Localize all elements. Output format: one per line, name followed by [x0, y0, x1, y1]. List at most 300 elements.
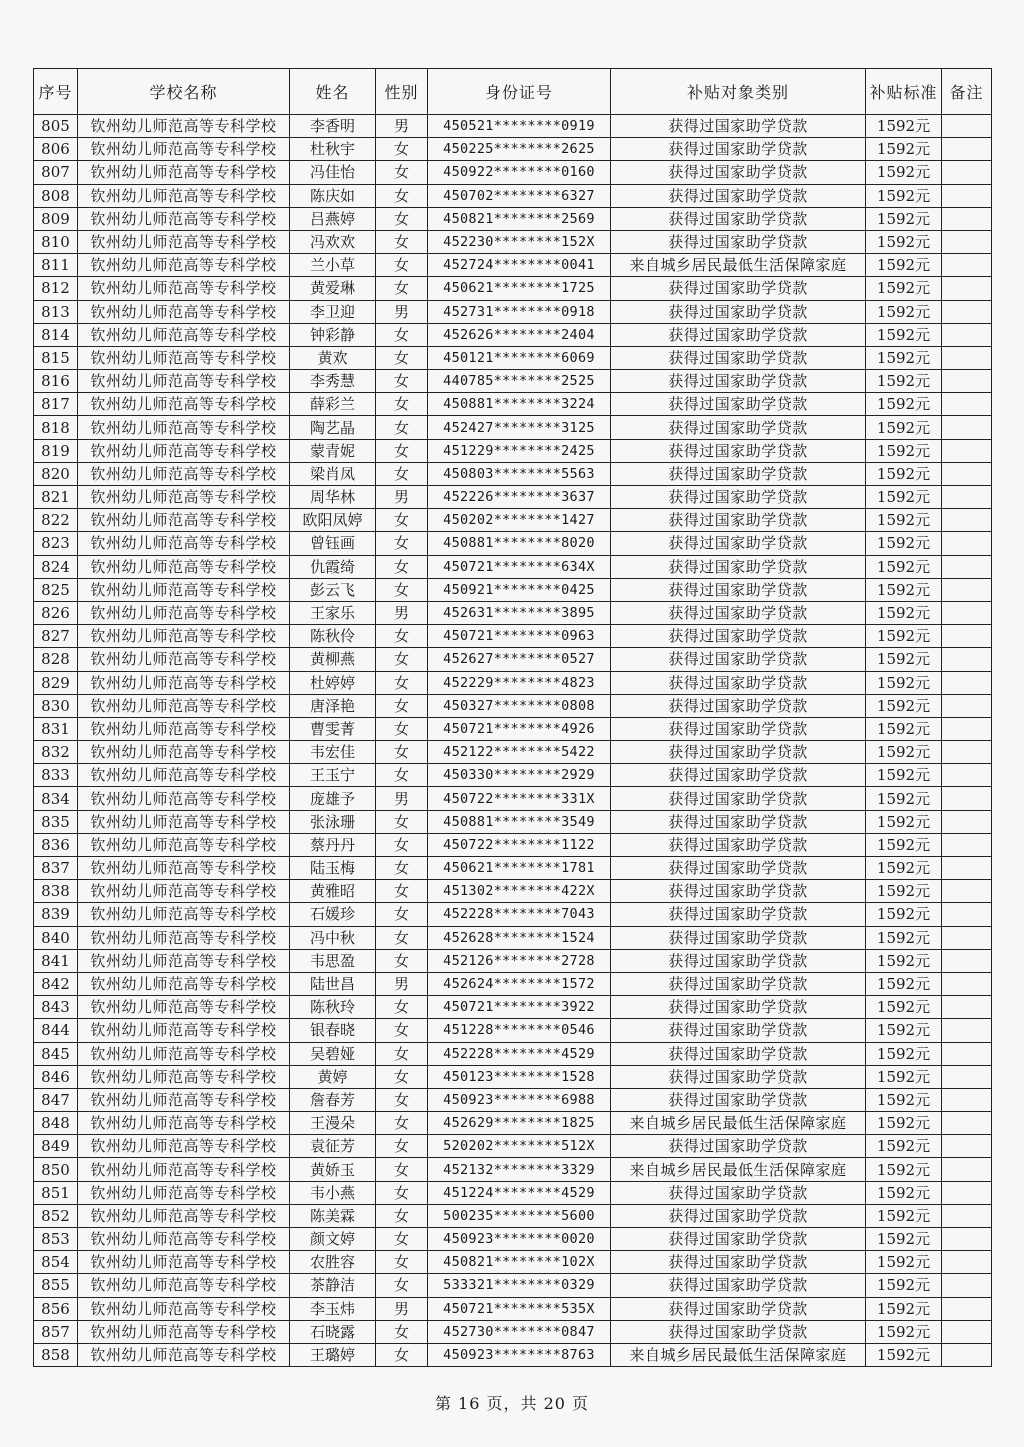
cell-remarks: [942, 694, 992, 717]
cell-school: 钦州幼儿师范高等专科学校: [78, 184, 290, 207]
cell-school: 钦州幼儿师范高等专科学校: [78, 161, 290, 184]
table-body: [34, 115, 992, 1367]
cell-category: 获得过国家助学贷款: [611, 555, 866, 578]
cell-school: 钦州幼儿师范高等专科学校: [78, 1158, 290, 1181]
cell-school: 钦州幼儿师范高等专科学校: [78, 138, 290, 161]
cell-id-number: 452624********1572: [428, 972, 611, 995]
cell-standard: 1592元: [866, 254, 942, 277]
cell-id-number: 450803********5563: [428, 462, 611, 485]
cell-name: 李秀慧: [290, 370, 376, 393]
cell-id-number: 452226********3637: [428, 486, 611, 509]
cell-id-number: 450821********2569: [428, 207, 611, 230]
cell-gender: 女: [376, 717, 428, 740]
cell-id-number: 520202********512X: [428, 1135, 611, 1158]
table-row: [34, 555, 992, 578]
cell-gender: 女: [376, 1320, 428, 1343]
cell-id-number: 452230********152X: [428, 230, 611, 253]
cell-id-number: 452228********4529: [428, 1042, 611, 1065]
table-row: [34, 1135, 992, 1158]
table-row: [34, 184, 992, 207]
cell-seq: 848: [34, 1112, 78, 1135]
cell-school: 钦州幼儿师范高等专科学校: [78, 787, 290, 810]
cell-gender: 女: [376, 1088, 428, 1111]
cell-seq: 839: [34, 903, 78, 926]
cell-seq: 813: [34, 300, 78, 323]
table-row: [34, 370, 992, 393]
cell-category: 获得过国家助学贷款: [611, 1320, 866, 1343]
cell-id-number: 450327********0808: [428, 694, 611, 717]
cell-seq: 856: [34, 1297, 78, 1320]
cell-gender: 女: [376, 1158, 428, 1181]
cell-id-number: 452626********2404: [428, 323, 611, 346]
cell-school: 钦州幼儿师范高等专科学校: [78, 996, 290, 1019]
cell-remarks: [942, 1251, 992, 1274]
cell-gender: 男: [376, 486, 428, 509]
table-row: [34, 996, 992, 1019]
cell-remarks: [942, 1204, 992, 1227]
header-category: 补贴对象类别: [611, 69, 866, 115]
cell-remarks: [942, 1135, 992, 1158]
cell-gender: 女: [376, 1274, 428, 1297]
cell-seq: 847: [34, 1088, 78, 1111]
cell-name: 李卫迎: [290, 300, 376, 323]
cell-category: 获得过国家助学贷款: [611, 115, 866, 138]
table-header-row: [34, 69, 992, 115]
cell-id-number: 450521********0919: [428, 115, 611, 138]
cell-seq: 835: [34, 810, 78, 833]
cell-school: 钦州幼儿师范高等专科学校: [78, 578, 290, 601]
cell-gender: 男: [376, 115, 428, 138]
cell-name: 王家乐: [290, 601, 376, 624]
cell-gender: 女: [376, 694, 428, 717]
table-row: [34, 857, 992, 880]
cell-school: 钦州幼儿师范高等专科学校: [78, 486, 290, 509]
cell-seq: 810: [34, 230, 78, 253]
cell-school: 钦州幼儿师范高等专科学校: [78, 115, 290, 138]
cell-category: 获得过国家助学贷款: [611, 1228, 866, 1251]
cell-gender: 女: [376, 857, 428, 880]
cell-remarks: [942, 741, 992, 764]
cell-school: 钦州幼儿师范高等专科学校: [78, 949, 290, 972]
cell-name: 曾钰画: [290, 532, 376, 555]
cell-name: 吕燕婷: [290, 207, 376, 230]
cell-remarks: [942, 833, 992, 856]
cell-seq: 828: [34, 648, 78, 671]
cell-category: 获得过国家助学贷款: [611, 138, 866, 161]
cell-standard: 1592元: [866, 161, 942, 184]
cell-id-number: 440785********2525: [428, 370, 611, 393]
table-row: [34, 903, 992, 926]
cell-seq: 858: [34, 1343, 78, 1366]
table-row: [34, 1158, 992, 1181]
cell-standard: 1592元: [866, 949, 942, 972]
cell-school: 钦州幼儿师范高等专科学校: [78, 833, 290, 856]
cell-id-number: 452427********3125: [428, 416, 611, 439]
cell-id-number: 450330********2929: [428, 764, 611, 787]
cell-category: 获得过国家助学贷款: [611, 1251, 866, 1274]
cell-gender: 女: [376, 1019, 428, 1042]
cell-name: 黄爱琳: [290, 277, 376, 300]
cell-seq: 837: [34, 857, 78, 880]
cell-gender: 女: [376, 439, 428, 462]
cell-id-number: 450923********0020: [428, 1228, 611, 1251]
page-number: 第 16 页，共 20 页: [434, 1394, 590, 1413]
cell-category: 获得过国家助学贷款: [611, 1065, 866, 1088]
cell-seq: 850: [34, 1158, 78, 1181]
cell-id-number: 452628********1524: [428, 926, 611, 949]
cell-name: 韦思盈: [290, 949, 376, 972]
cell-remarks: [942, 648, 992, 671]
cell-remarks: [942, 996, 992, 1019]
cell-standard: 1592元: [866, 1204, 942, 1227]
cell-gender: 女: [376, 393, 428, 416]
cell-remarks: [942, 1228, 992, 1251]
cell-name: 蔡丹丹: [290, 833, 376, 856]
cell-seq: 808: [34, 184, 78, 207]
cell-category: 获得过国家助学贷款: [611, 880, 866, 903]
cell-remarks: [942, 1019, 992, 1042]
cell-standard: 1592元: [866, 207, 942, 230]
cell-standard: 1592元: [866, 1181, 942, 1204]
cell-seq: 845: [34, 1042, 78, 1065]
cell-remarks: [942, 717, 992, 740]
table-row: [34, 462, 992, 485]
cell-remarks: [942, 1065, 992, 1088]
cell-standard: 1592元: [866, 277, 942, 300]
cell-gender: 女: [376, 833, 428, 856]
cell-seq: 852: [34, 1204, 78, 1227]
cell-name: 彭云飞: [290, 578, 376, 601]
cell-seq: 833: [34, 764, 78, 787]
cell-id-number: 450121********6069: [428, 346, 611, 369]
cell-standard: 1592元: [866, 1297, 942, 1320]
cell-standard: 1592元: [866, 810, 942, 833]
cell-category: 获得过国家助学贷款: [611, 346, 866, 369]
cell-remarks: [942, 439, 992, 462]
cell-gender: 女: [376, 230, 428, 253]
cell-id-number: 450123********1528: [428, 1065, 611, 1088]
cell-name: 冯佳怡: [290, 161, 376, 184]
cell-school: 钦州幼儿师范高等专科学校: [78, 625, 290, 648]
cell-school: 钦州幼儿师范高等专科学校: [78, 648, 290, 671]
cell-remarks: [942, 880, 992, 903]
cell-name: 蒙青妮: [290, 439, 376, 462]
table-row: [34, 926, 992, 949]
cell-standard: 1592元: [866, 625, 942, 648]
cell-gender: 女: [376, 880, 428, 903]
cell-school: 钦州幼儿师范高等专科学校: [78, 741, 290, 764]
cell-school: 钦州幼儿师范高等专科学校: [78, 1297, 290, 1320]
table-row: [34, 1251, 992, 1274]
cell-remarks: [942, 300, 992, 323]
cell-seq: 831: [34, 717, 78, 740]
cell-name: 冯欢欢: [290, 230, 376, 253]
cell-standard: 1592元: [866, 601, 942, 624]
cell-gender: 女: [376, 741, 428, 764]
cell-gender: 女: [376, 509, 428, 532]
cell-gender: 女: [376, 996, 428, 1019]
table-row: [34, 601, 992, 624]
cell-school: 钦州幼儿师范高等专科学校: [78, 439, 290, 462]
cell-school: 钦州幼儿师范高等专科学校: [78, 277, 290, 300]
cell-category: 获得过国家助学贷款: [611, 764, 866, 787]
cell-remarks: [942, 393, 992, 416]
cell-name: 梁肖凤: [290, 462, 376, 485]
cell-seq: 826: [34, 601, 78, 624]
table-row: [34, 1343, 992, 1366]
cell-standard: 1592元: [866, 1042, 942, 1065]
cell-category: 获得过国家助学贷款: [611, 717, 866, 740]
cell-name: 黄欢: [290, 346, 376, 369]
cell-id-number: 452132********3329: [428, 1158, 611, 1181]
cell-category: 获得过国家助学贷款: [611, 370, 866, 393]
cell-name: 陶艺晶: [290, 416, 376, 439]
cell-remarks: [942, 370, 992, 393]
cell-name: 韦宏佳: [290, 741, 376, 764]
cell-gender: 女: [376, 1343, 428, 1366]
table-row: [34, 810, 992, 833]
cell-school: 钦州幼儿师范高等专科学校: [78, 1343, 290, 1366]
cell-standard: 1592元: [866, 1019, 942, 1042]
cell-gender: 女: [376, 254, 428, 277]
cell-gender: 女: [376, 555, 428, 578]
cell-school: 钦州幼儿师范高等专科学校: [78, 254, 290, 277]
cell-seq: 857: [34, 1320, 78, 1343]
cell-gender: 女: [376, 578, 428, 601]
cell-id-number: 452724********0041: [428, 254, 611, 277]
table-row: [34, 717, 992, 740]
cell-remarks: [942, 184, 992, 207]
cell-gender: 女: [376, 1112, 428, 1135]
cell-remarks: [942, 254, 992, 277]
cell-standard: 1592元: [866, 787, 942, 810]
table-row: [34, 1320, 992, 1343]
cell-seq: 821: [34, 486, 78, 509]
table-row: [34, 1228, 992, 1251]
cell-gender: 女: [376, 949, 428, 972]
cell-seq: 838: [34, 880, 78, 903]
cell-seq: 843: [34, 996, 78, 1019]
cell-standard: 1592元: [866, 1135, 942, 1158]
cell-seq: 849: [34, 1135, 78, 1158]
cell-remarks: [942, 926, 992, 949]
cell-name: 吴碧娅: [290, 1042, 376, 1065]
cell-school: 钦州幼儿师范高等专科学校: [78, 555, 290, 578]
cell-category: 获得过国家助学贷款: [611, 416, 866, 439]
table-row: [34, 346, 992, 369]
table-row: [34, 161, 992, 184]
cell-name: 陈秋玲: [290, 996, 376, 1019]
cell-school: 钦州幼儿师范高等专科学校: [78, 764, 290, 787]
cell-gender: 女: [376, 1135, 428, 1158]
cell-category: 获得过国家助学贷款: [611, 1042, 866, 1065]
cell-name: 李玉炜: [290, 1297, 376, 1320]
cell-id-number: 500235********5600: [428, 1204, 611, 1227]
cell-remarks: [942, 671, 992, 694]
cell-name: 杜秋宇: [290, 138, 376, 161]
cell-category: 获得过国家助学贷款: [611, 277, 866, 300]
cell-category: 获得过国家助学贷款: [611, 393, 866, 416]
table-row: [34, 207, 992, 230]
cell-remarks: [942, 1042, 992, 1065]
table-row: [34, 1019, 992, 1042]
cell-standard: 1592元: [866, 115, 942, 138]
cell-category: 获得过国家助学贷款: [611, 810, 866, 833]
cell-gender: 女: [376, 323, 428, 346]
cell-gender: 女: [376, 184, 428, 207]
cell-category: 获得过国家助学贷款: [611, 230, 866, 253]
cell-category: 获得过国家助学贷款: [611, 787, 866, 810]
cell-school: 钦州幼儿师范高等专科学校: [78, 694, 290, 717]
cell-name: 周华林: [290, 486, 376, 509]
cell-remarks: [942, 462, 992, 485]
cell-seq: 814: [34, 323, 78, 346]
cell-id-number: 450922********0160: [428, 161, 611, 184]
cell-id-number: 450225********2625: [428, 138, 611, 161]
cell-seq: 816: [34, 370, 78, 393]
cell-seq: 818: [34, 416, 78, 439]
cell-id-number: 450721********4926: [428, 717, 611, 740]
cell-category: 获得过国家助学贷款: [611, 833, 866, 856]
cell-standard: 1592元: [866, 833, 942, 856]
cell-school: 钦州幼儿师范高等专科学校: [78, 601, 290, 624]
cell-name: 黄雅昭: [290, 880, 376, 903]
cell-id-number: 450923********6988: [428, 1088, 611, 1111]
cell-category: 获得过国家助学贷款: [611, 1135, 866, 1158]
subsidy-roster-table: [33, 68, 992, 1367]
table-row: [34, 1274, 992, 1297]
cell-id-number: 452229********4823: [428, 671, 611, 694]
table-row: [34, 486, 992, 509]
cell-remarks: [942, 416, 992, 439]
cell-remarks: [942, 601, 992, 624]
cell-school: 钦州幼儿师范高等专科学校: [78, 1042, 290, 1065]
table-row: [34, 393, 992, 416]
cell-gender: 女: [376, 462, 428, 485]
table-row: [34, 949, 992, 972]
cell-category: 获得过国家助学贷款: [611, 996, 866, 1019]
cell-gender: 女: [376, 532, 428, 555]
cell-seq: 823: [34, 532, 78, 555]
table-row: [34, 1204, 992, 1227]
cell-id-number: 450621********1781: [428, 857, 611, 880]
cell-seq: 834: [34, 787, 78, 810]
cell-name: 王璐婷: [290, 1343, 376, 1366]
cell-remarks: [942, 138, 992, 161]
table-row: [34, 300, 992, 323]
table-row: [34, 1181, 992, 1204]
cell-school: 钦州幼儿师范高等专科学校: [78, 1274, 290, 1297]
cell-standard: 1592元: [866, 648, 942, 671]
cell-remarks: [942, 578, 992, 601]
cell-id-number: 450881********3549: [428, 810, 611, 833]
cell-seq: 854: [34, 1251, 78, 1274]
cell-id-number: 452228********7043: [428, 903, 611, 926]
cell-name: 杜婷婷: [290, 671, 376, 694]
cell-remarks: [942, 972, 992, 995]
table-row: [34, 764, 992, 787]
cell-id-number: 450923********8763: [428, 1343, 611, 1366]
cell-category: 获得过国家助学贷款: [611, 532, 866, 555]
table-row: [34, 671, 992, 694]
cell-category: 获得过国家助学贷款: [611, 926, 866, 949]
cell-name: 黄婷: [290, 1065, 376, 1088]
cell-id-number: 450721********0963: [428, 625, 611, 648]
cell-standard: 1592元: [866, 1274, 942, 1297]
cell-gender: 女: [376, 625, 428, 648]
cell-standard: 1592元: [866, 1065, 942, 1088]
table-row: [34, 1112, 992, 1135]
cell-standard: 1592元: [866, 671, 942, 694]
cell-remarks: [942, 115, 992, 138]
table-row: [34, 230, 992, 253]
cell-name: 钟彩静: [290, 323, 376, 346]
cell-gender: 女: [376, 1251, 428, 1274]
cell-school: 钦州幼儿师范高等专科学校: [78, 857, 290, 880]
cell-category: 获得过国家助学贷款: [611, 1088, 866, 1111]
cell-category: 获得过国家助学贷款: [611, 323, 866, 346]
cell-seq: 815: [34, 346, 78, 369]
cell-name: 詹春芳: [290, 1088, 376, 1111]
cell-name: 石晓露: [290, 1320, 376, 1343]
cell-remarks: [942, 323, 992, 346]
cell-school: 钦州幼儿师范高等专科学校: [78, 926, 290, 949]
cell-id-number: 452629********1825: [428, 1112, 611, 1135]
cell-id-number: 450821********102X: [428, 1251, 611, 1274]
cell-name: 袁征芳: [290, 1135, 376, 1158]
cell-id-number: 452731********0918: [428, 300, 611, 323]
cell-gender: 女: [376, 810, 428, 833]
cell-name: 兰小草: [290, 254, 376, 277]
cell-remarks: [942, 509, 992, 532]
cell-id-number: 450881********3224: [428, 393, 611, 416]
cell-standard: 1592元: [866, 764, 942, 787]
cell-category: 获得过国家助学贷款: [611, 207, 866, 230]
cell-name: 仇霞绮: [290, 555, 376, 578]
cell-school: 钦州幼儿师范高等专科学校: [78, 393, 290, 416]
cell-seq: 851: [34, 1181, 78, 1204]
cell-standard: 1592元: [866, 184, 942, 207]
cell-standard: 1592元: [866, 1228, 942, 1251]
cell-gender: 女: [376, 1042, 428, 1065]
cell-category: 获得过国家助学贷款: [611, 578, 866, 601]
cell-remarks: [942, 787, 992, 810]
cell-standard: 1592元: [866, 1112, 942, 1135]
cell-seq: 844: [34, 1019, 78, 1042]
cell-name: 王漫朵: [290, 1112, 376, 1135]
cell-school: 钦州幼儿师范高等专科学校: [78, 300, 290, 323]
cell-standard: 1592元: [866, 323, 942, 346]
cell-standard: 1592元: [866, 1158, 942, 1181]
cell-category: 获得过国家助学贷款: [611, 741, 866, 764]
cell-name: 银春晓: [290, 1019, 376, 1042]
cell-standard: 1592元: [866, 694, 942, 717]
cell-school: 钦州幼儿师范高等专科学校: [78, 1065, 290, 1088]
cell-remarks: [942, 1343, 992, 1366]
cell-school: 钦州幼儿师范高等专科学校: [78, 671, 290, 694]
cell-remarks: [942, 486, 992, 509]
cell-category: 获得过国家助学贷款: [611, 486, 866, 509]
cell-name: 张泳珊: [290, 810, 376, 833]
cell-gender: 女: [376, 1204, 428, 1227]
cell-school: 钦州幼儿师范高等专科学校: [78, 1112, 290, 1135]
cell-seq: 819: [34, 439, 78, 462]
header-seq: 序号: [34, 69, 78, 115]
cell-name: 颜文婷: [290, 1228, 376, 1251]
cell-remarks: [942, 1158, 992, 1181]
cell-school: 钦州幼儿师范高等专科学校: [78, 509, 290, 532]
cell-remarks: [942, 857, 992, 880]
